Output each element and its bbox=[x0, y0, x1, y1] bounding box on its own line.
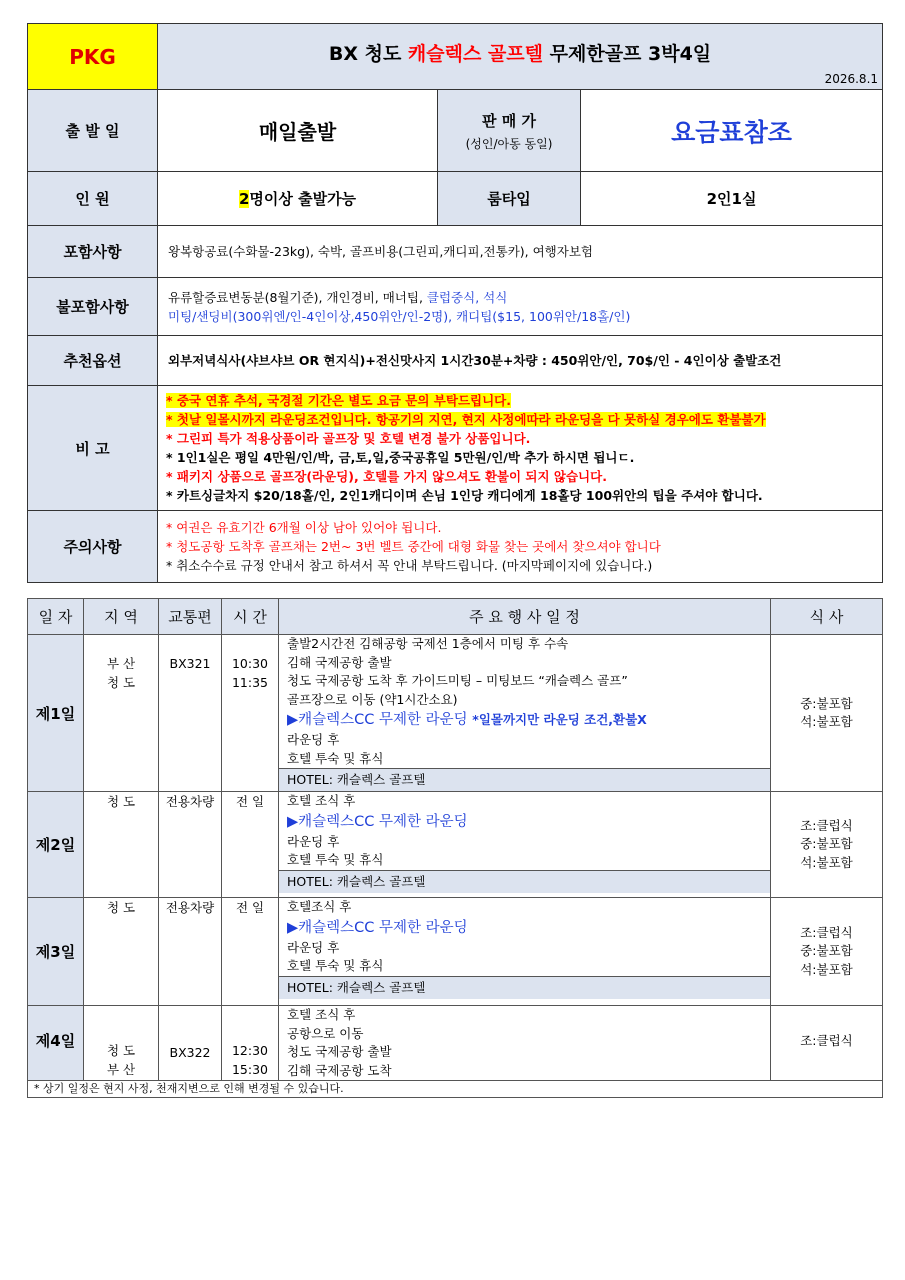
itinerary-footnote: * 상기 일정은 현지 사정, 천재지변으로 인해 변경될 수 있습니다. bbox=[28, 1081, 883, 1098]
time-depart: 12:30 bbox=[231, 1043, 269, 1058]
meal-item: 조:클럽식 bbox=[800, 924, 853, 940]
package-title bbox=[158, 24, 883, 90]
schedule-cell bbox=[279, 898, 771, 1006]
time-depart: 10:30 bbox=[231, 656, 269, 671]
golf-highlight bbox=[279, 709, 770, 731]
price-sub: (성인/아동 동일) bbox=[465, 136, 553, 151]
package-info-table bbox=[27, 23, 883, 583]
departure-label: 출 발 일 bbox=[28, 90, 158, 172]
people-label: 인 원 bbox=[28, 172, 158, 226]
col-header-time: 시 간 bbox=[222, 599, 279, 635]
golf-highlight-text: ▶캐슬렉스CC 무제한 라운딩 bbox=[287, 712, 473, 728]
day-label: 제1일 bbox=[28, 635, 84, 792]
caution-1: * 여권은 유효기간 6개월 이상 남아 있어야 됩니다. bbox=[166, 520, 442, 535]
itinerary-table bbox=[27, 598, 883, 1098]
schedule-cell bbox=[279, 635, 771, 792]
schedule-line: 라운딩 후 bbox=[287, 732, 340, 747]
remark-5: * 패키지 상품으로 골프장(라운딩), 호텔를 가지 않으셔도 환불이 되지 않습니다. bbox=[166, 469, 607, 484]
departure-value: 매일출발 bbox=[158, 90, 438, 172]
included-label: 포함사항 bbox=[28, 226, 158, 278]
caution-label: 주의사항 bbox=[28, 511, 158, 583]
transport-cell: BX321 bbox=[159, 635, 222, 792]
col-header-region: 지 역 bbox=[84, 599, 159, 635]
option-value: 외부저녁식사(샤브샤브 OR 현지식)+전신맛사지 1시간30분+차량 : 450위안/인, 70$/인 - 4인이상 출발조건 bbox=[158, 336, 883, 386]
col-header-day: 일 자 bbox=[28, 599, 84, 635]
region-to: 부 산 bbox=[106, 1061, 136, 1077]
golf-highlight: ▶캐슬렉스CC 무제한 라운딩 bbox=[287, 813, 468, 830]
remark-1: * 중국 연휴 추석, 국경절 기간은 별도 요금 문의 부탁드립니다. bbox=[166, 393, 512, 408]
time-cell: 전 일 bbox=[222, 898, 279, 1006]
time-arrive: 11:35 bbox=[231, 674, 269, 690]
price-label-text: 판 매 가 bbox=[482, 111, 536, 130]
schedule-line: 김해 국제공항 출발 bbox=[287, 654, 392, 670]
people-value bbox=[158, 172, 438, 226]
col-header-transport: 교통편 bbox=[159, 599, 222, 635]
remarks-label: 비 고 bbox=[28, 386, 158, 511]
day-label: 제2일 bbox=[28, 792, 84, 898]
price-value: 요금표참조 bbox=[581, 90, 883, 172]
title-part1: BX 청도 bbox=[328, 43, 408, 65]
time-cell bbox=[222, 635, 279, 792]
schedule-line: 라운딩 후 bbox=[287, 939, 340, 955]
schedule-line: 호텔 조식 후 bbox=[287, 793, 356, 808]
room-value: 2인1실 bbox=[581, 172, 883, 226]
meal-cell bbox=[771, 898, 883, 1006]
people-text: 명이상 출발가능 bbox=[249, 190, 357, 208]
excluded-line2: 미팅/샌딩비(300위엔/인-4인이상,450위안/인-2명), 캐디팁($15, 100위안/18홀/인) bbox=[168, 308, 631, 324]
itinerary-row-day3 bbox=[28, 898, 883, 1006]
itinerary-row-day2 bbox=[28, 792, 883, 898]
excluded-value bbox=[158, 278, 883, 336]
time-arrive: 15:30 bbox=[231, 1061, 269, 1077]
schedule-line: 청도 국제공항 도착 후 가이드미팅 – 미팅보드 “캐슬렉스 골프” bbox=[287, 673, 628, 688]
schedule-line: 김해 국제공항 도착 bbox=[287, 1062, 392, 1078]
col-header-meals: 식 사 bbox=[771, 599, 883, 635]
remark-2: * 첫날 일몰시까지 라운딩조건입니다. 항공기의 지연, 현지 사정에따라 라운딩을 다 못하실 경우에도 환불불가 bbox=[166, 412, 766, 427]
region-from: 청 도 bbox=[106, 1043, 136, 1058]
region-cell: 청 도 bbox=[84, 898, 159, 1006]
remarks-list bbox=[158, 386, 883, 511]
region-cell: 청 도 bbox=[84, 792, 159, 898]
excluded-label: 불포함사항 bbox=[28, 278, 158, 336]
day-label: 제4일 bbox=[28, 1006, 84, 1081]
day-label: 제3일 bbox=[28, 898, 84, 1006]
document-date: 2026.8.1 bbox=[824, 72, 879, 86]
schedule-cell bbox=[279, 792, 771, 898]
remark-4: * 1인1실은 평일 4만원/인/박, 금,토,일,중국공휴일 5만원/인/박 추가 하시면 됩니ㄷ. bbox=[166, 450, 635, 465]
region-cell bbox=[84, 635, 159, 792]
meal-cell bbox=[771, 635, 883, 792]
meal-item: 석:불포함 bbox=[800, 961, 853, 977]
meal-item: 중:불포함 bbox=[800, 943, 853, 959]
title-part3: 무제한골프 3박4일 bbox=[543, 43, 712, 65]
time-cell bbox=[222, 1006, 279, 1081]
meal-cell bbox=[771, 792, 883, 898]
schedule-line: 호텔 조식 후 bbox=[287, 1007, 356, 1022]
transport-cell: BX322 bbox=[159, 1006, 222, 1081]
schedule-line: 공항으로 이동 bbox=[287, 1025, 364, 1041]
transport-cell: 전용차량 bbox=[159, 792, 222, 898]
remark-3: * 그린피 특가 적용상품이라 골프장 및 호텔 변경 불가 상품입니다. bbox=[166, 431, 531, 446]
schedule-line: 호텔 투숙 및 휴식 bbox=[287, 958, 384, 973]
time-cell: 전 일 bbox=[222, 792, 279, 898]
region-to: 청 도 bbox=[106, 674, 136, 690]
meal-item: 조:클럽식 bbox=[800, 817, 853, 833]
remark-6: * 카트싱글차지 $20/18홀/인, 2인1캐디이며 손님 1인당 캐디에게 18홀당 100위안의 팁을 주셔야 합니다. bbox=[166, 488, 763, 503]
excluded-line1: 유류할증료변동분(8월기준), 개인경비, 매너팁, bbox=[168, 289, 427, 305]
caution-2: * 청도공항 도착후 골프채는 2번~ 3번 벨트 중간에 대형 화물 찾는 곳에서 찾으셔야 합니다 bbox=[166, 539, 661, 554]
caution-3: * 취소수수료 규정 안내서 참고 하셔서 꼭 안내 부탁드립니다. (마지막페이지에 있습니다.) bbox=[166, 558, 653, 573]
pkg-badge: PKG bbox=[28, 24, 158, 90]
hotel-line: HOTEL: 캐슬렉스 골프텔 bbox=[279, 976, 770, 999]
excluded-meals: 클럽중식, 석식 bbox=[426, 289, 508, 305]
schedule-line: 청도 국제공항 출발 bbox=[287, 1044, 392, 1059]
itinerary-row-day4 bbox=[28, 1006, 883, 1081]
option-label: 추천옵션 bbox=[28, 336, 158, 386]
hotel-line: HOTEL: 캐슬렉스 골프텔 bbox=[279, 870, 770, 893]
caution-list bbox=[158, 511, 883, 583]
transport-cell: 전용차량 bbox=[159, 898, 222, 1006]
schedule-line: 호텔조식 후 bbox=[287, 899, 352, 914]
schedule-line: 호텔 투숙 및 휴식 bbox=[287, 852, 384, 867]
schedule-line: 라운딩 후 bbox=[287, 833, 340, 849]
meal-item: 조:클럽식 bbox=[800, 1033, 853, 1048]
region-from: 부 산 bbox=[106, 656, 136, 671]
room-label: 룸타입 bbox=[438, 172, 581, 226]
golf-highlight-note: *일몰까지만 라운딩 조건,환불X bbox=[472, 712, 647, 727]
price-label bbox=[438, 90, 581, 172]
hotel-line: HOTEL: 캐슬렉스 골프텔 bbox=[279, 768, 770, 791]
schedule-line: 호텔 투숙 및 휴식 bbox=[287, 750, 384, 766]
meal-item: 중:불포함 bbox=[800, 836, 853, 852]
region-cell bbox=[84, 1006, 159, 1081]
meal-item: 석:불포함 bbox=[800, 854, 853, 870]
itinerary-row-day1 bbox=[28, 635, 883, 792]
meal-cell bbox=[771, 1006, 883, 1081]
schedule-line: 출발2시간전 김해공항 국제선 1층에서 미팅 후 수속 bbox=[287, 636, 569, 651]
golf-highlight: ▶캐슬렉스CC 무제한 라운딩 bbox=[287, 919, 468, 936]
title-hotel: 캐슬렉스 골프텔 bbox=[407, 43, 544, 65]
col-header-schedule: 주 요 행 사 일 정 bbox=[279, 599, 771, 635]
included-value: 왕복항공료(수화물-23kg), 숙박, 골프비용(그린피,캐디피,전통카), 여행자보험 bbox=[158, 226, 883, 278]
schedule-line: 골프장으로 이동 (약1시간소요) bbox=[287, 691, 458, 707]
meal-item: 석:불포함 bbox=[800, 714, 853, 729]
schedule-cell bbox=[279, 1006, 771, 1081]
people-min: 2 bbox=[238, 190, 250, 208]
meal-item: 중:불포함 bbox=[800, 695, 853, 711]
